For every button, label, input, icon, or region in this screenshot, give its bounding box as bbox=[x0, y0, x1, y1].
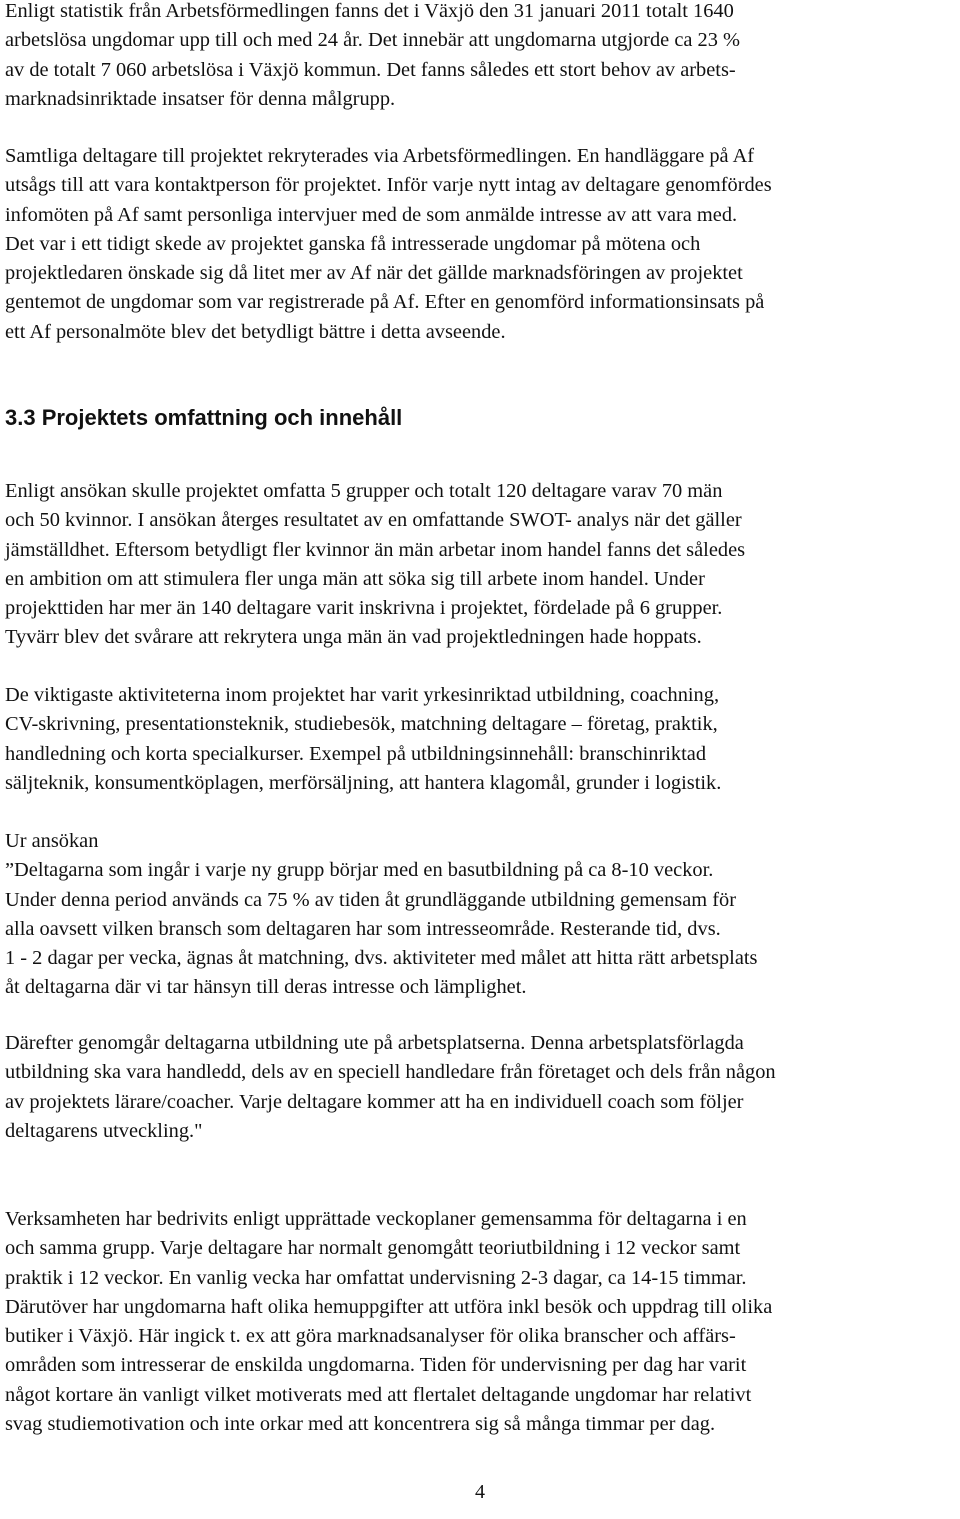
text-line: utsågs till att vara kontaktperson för projektet. Inför varje nytt intag av deltagare genomfördes bbox=[5, 174, 772, 197]
text-line: av projektets lärare/coacher. Varje deltagare kommer att ha en individuell coach som följer bbox=[5, 1090, 744, 1113]
paragraph-scope bbox=[5, 477, 745, 653]
text-line: av de totalt 7 060 arbetslösa i Växjö kommun. Det fanns således ett stort behov av arbets- bbox=[5, 58, 736, 81]
text-line: säljteknik, konsumentköplagen, merförsäljning, att hantera klagomål, grunder i logistik. bbox=[5, 771, 722, 794]
text-line: och samma grupp. Varje deltagare har normalt genomgått teoriutbildning i 12 veckor samt bbox=[5, 1237, 741, 1260]
text-line: butiker i Växjö. Här ingick t. ex att göra marknadsanalyser för olika branscher och affärs- bbox=[5, 1325, 736, 1348]
text-line: jämställdhet. Eftersom betydligt fler kvinnor än män arbetar inom handel fanns det således bbox=[5, 538, 746, 561]
quote-label: Ur ansökan bbox=[5, 830, 99, 852]
text-line: ett Af personalmöte blev det betydligt bättre i detta avseende. bbox=[5, 320, 506, 343]
text-line: praktik i 12 veckor. En vanlig vecka har omfattat undervisning 2-3 dagar, ca 14-15 timmar. bbox=[5, 1266, 747, 1289]
text-line: projekttiden har mer än 140 deltagare varit inskrivna i projektet, fördelade på 6 grupper. bbox=[5, 597, 723, 620]
text-line: 1 - 2 dagar per vecka, ägnas åt matchning, dvs. aktiviteter med målet att hitta rätt arbetsplats bbox=[5, 947, 758, 970]
page-number: 4 bbox=[475, 1481, 485, 1503]
text-line: CV-skrivning, presentationsteknik, studiebesök, matchning deltagare – företag, praktik, bbox=[5, 713, 718, 736]
text-line: Enligt statistik från Arbetsförmedlingen fanns det i Växjö den 31 januari 2011 totalt 1640 bbox=[5, 0, 734, 22]
text-line: alla oavsett vilken bransch som deltagaren har som intresseområde. Resterande tid, dvs. bbox=[5, 917, 721, 940]
text-line: Tyvärr blev det svårare att rekrytera unga män än vad projektledningen hade hoppats. bbox=[5, 626, 702, 649]
paragraph-activities bbox=[5, 681, 721, 798]
text-line: och 50 kvinnor. I ansökan återges resultatet av en omfattande SWOT- analys när det gäller bbox=[5, 509, 742, 532]
text-line: Under denna period används ca 75 % av tiden åt grundläggande utbildning gemensam för bbox=[5, 888, 737, 911]
text-line: Verksamheten har bedrivits enligt upprättade veckoplaner gemensamma för deltagarna i en bbox=[5, 1208, 747, 1230]
text-line: De viktigaste aktiviteterna inom projektet har varit yrkesinriktad utbildning, coachning, bbox=[5, 684, 720, 706]
text-line: områden som intresserar de enskilda ungdomarna. Tiden för undervisning per dag har varit bbox=[5, 1354, 747, 1377]
text-line: marknadsinriktade insatser för denna målgrupp. bbox=[5, 87, 396, 110]
text-line: handledning och korta specialkurser. Exempel på utbildningsinnehåll: branschinriktad bbox=[5, 742, 707, 765]
text-line: ”Deltagarna som ingår i varje ny grupp börjar med en basutbildning på ca 8-10 veckor. bbox=[5, 859, 714, 882]
text-line: Det var i ett tidigt skede av projektet ganska få intresserade ungdomar på mötena och bbox=[5, 232, 701, 255]
text-line: projektledaren önskade sig då litet mer av Af när det gällde marknadsföringen av projektet bbox=[5, 262, 743, 285]
paragraph-quote bbox=[5, 827, 757, 1003]
text-line: Därutöver har ungdomarna haft olika hemuppgifter att utföra inkl besök och uppdrag till olika bbox=[5, 1295, 773, 1318]
section-heading: 3.3 Projektets omfattning och innehåll bbox=[5, 405, 403, 430]
text-line: Enligt ansökan skulle projektet omfatta 5 grupper och totalt 120 deltagare varav 70 män bbox=[5, 480, 723, 502]
text-line: arbetslösa ungdomar upp till och med 24 år. Det innebär att ungdomarna utgjorde ca 23 % bbox=[5, 29, 740, 52]
paragraph-operations bbox=[5, 1205, 772, 1439]
text-line: deltagarens utveckling." bbox=[5, 1119, 203, 1142]
text-line: gentemot de ungdomar som var registrerade på Af. Efter en genomförd informationsinsats på bbox=[5, 291, 765, 314]
text-line: svag studiemotivation och inte orkar med att koncentrera sig så många timmar per dag. bbox=[5, 1413, 716, 1436]
text-line: något kortare än vanligt vilket motiverats med att flertalet deltagande ungdomar har relativt bbox=[5, 1383, 752, 1406]
text-line: Därefter genomgår deltagarna utbildning ute på arbetsplatserna. Denna arbetsplatsförlagda bbox=[5, 1032, 744, 1054]
text-line: utbildning ska vara handledd, dels av en speciell handledare från företaget och dels från någon bbox=[5, 1061, 776, 1084]
paragraph-recruitment bbox=[5, 142, 772, 347]
paragraph-workplace bbox=[5, 1029, 776, 1146]
text-line: en ambition om att stimulera fler unga män att söka sig till arbete inom handel. Under bbox=[5, 567, 705, 590]
text-line: Samtliga deltagare till projektet rekryterades via Arbetsförmedlingen. En handläggare på Af bbox=[5, 145, 755, 167]
text-line: infomöten på Af samt personliga intervjuer med de som anmälde intresse av att vara med. bbox=[5, 203, 738, 226]
text-line: åt deltagarna där vi tar hänsyn till deras intresse och lämplighet. bbox=[5, 976, 527, 999]
paragraph-statistics bbox=[5, 0, 740, 114]
